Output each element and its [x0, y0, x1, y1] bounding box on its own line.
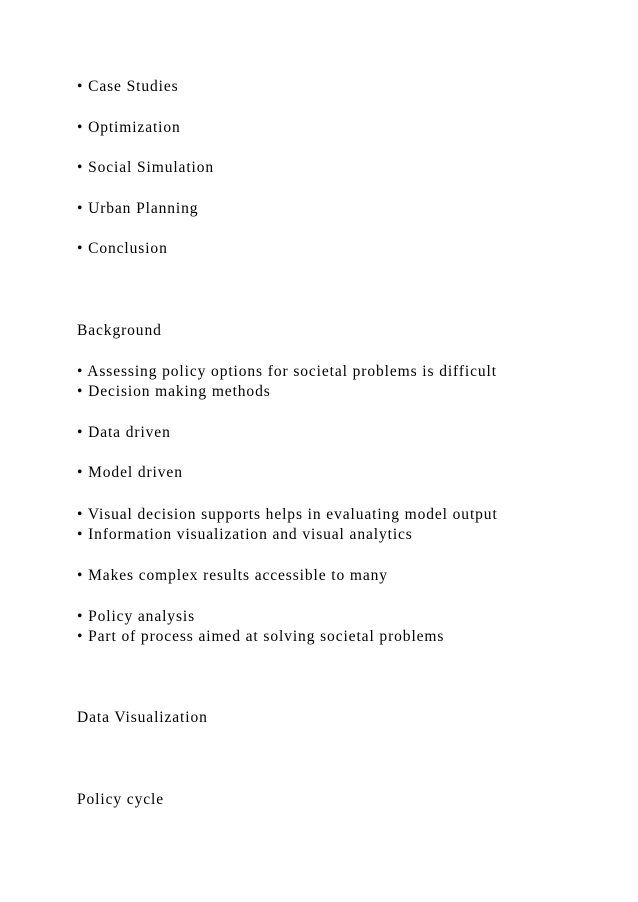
- bullet-assessing-policy: • Assessing policy options for societal problems is difficult: [77, 363, 497, 380]
- bullet-information-visualization: • Information visualization and visual analytics: [77, 526, 413, 543]
- bullet-urban-planning: • Urban Planning: [77, 200, 199, 217]
- bullet-complex-results: • Makes complex results accessible to many: [77, 567, 388, 584]
- bullet-model-driven: • Model driven: [77, 464, 183, 481]
- bullet-data-driven: • Data driven: [77, 424, 171, 441]
- heading-data-visualization: Data Visualization: [77, 709, 208, 726]
- bullet-decision-making: • Decision making methods: [77, 383, 271, 400]
- bullet-part-of-process: • Part of process aimed at solving societal problems: [77, 628, 445, 645]
- bullet-conclusion: • Conclusion: [77, 240, 168, 257]
- bullet-social-simulation: • Social Simulation: [77, 159, 215, 176]
- heading-background: Background: [77, 322, 162, 339]
- heading-policy-cycle: Policy cycle: [77, 791, 164, 808]
- bullet-optimization: • Optimization: [77, 119, 181, 136]
- bullet-policy-analysis: • Policy analysis: [77, 608, 196, 625]
- bullet-case-studies: • Case Studies: [77, 78, 179, 95]
- bullet-visual-decision: • Visual decision supports helps in evaluating model output: [77, 506, 498, 523]
